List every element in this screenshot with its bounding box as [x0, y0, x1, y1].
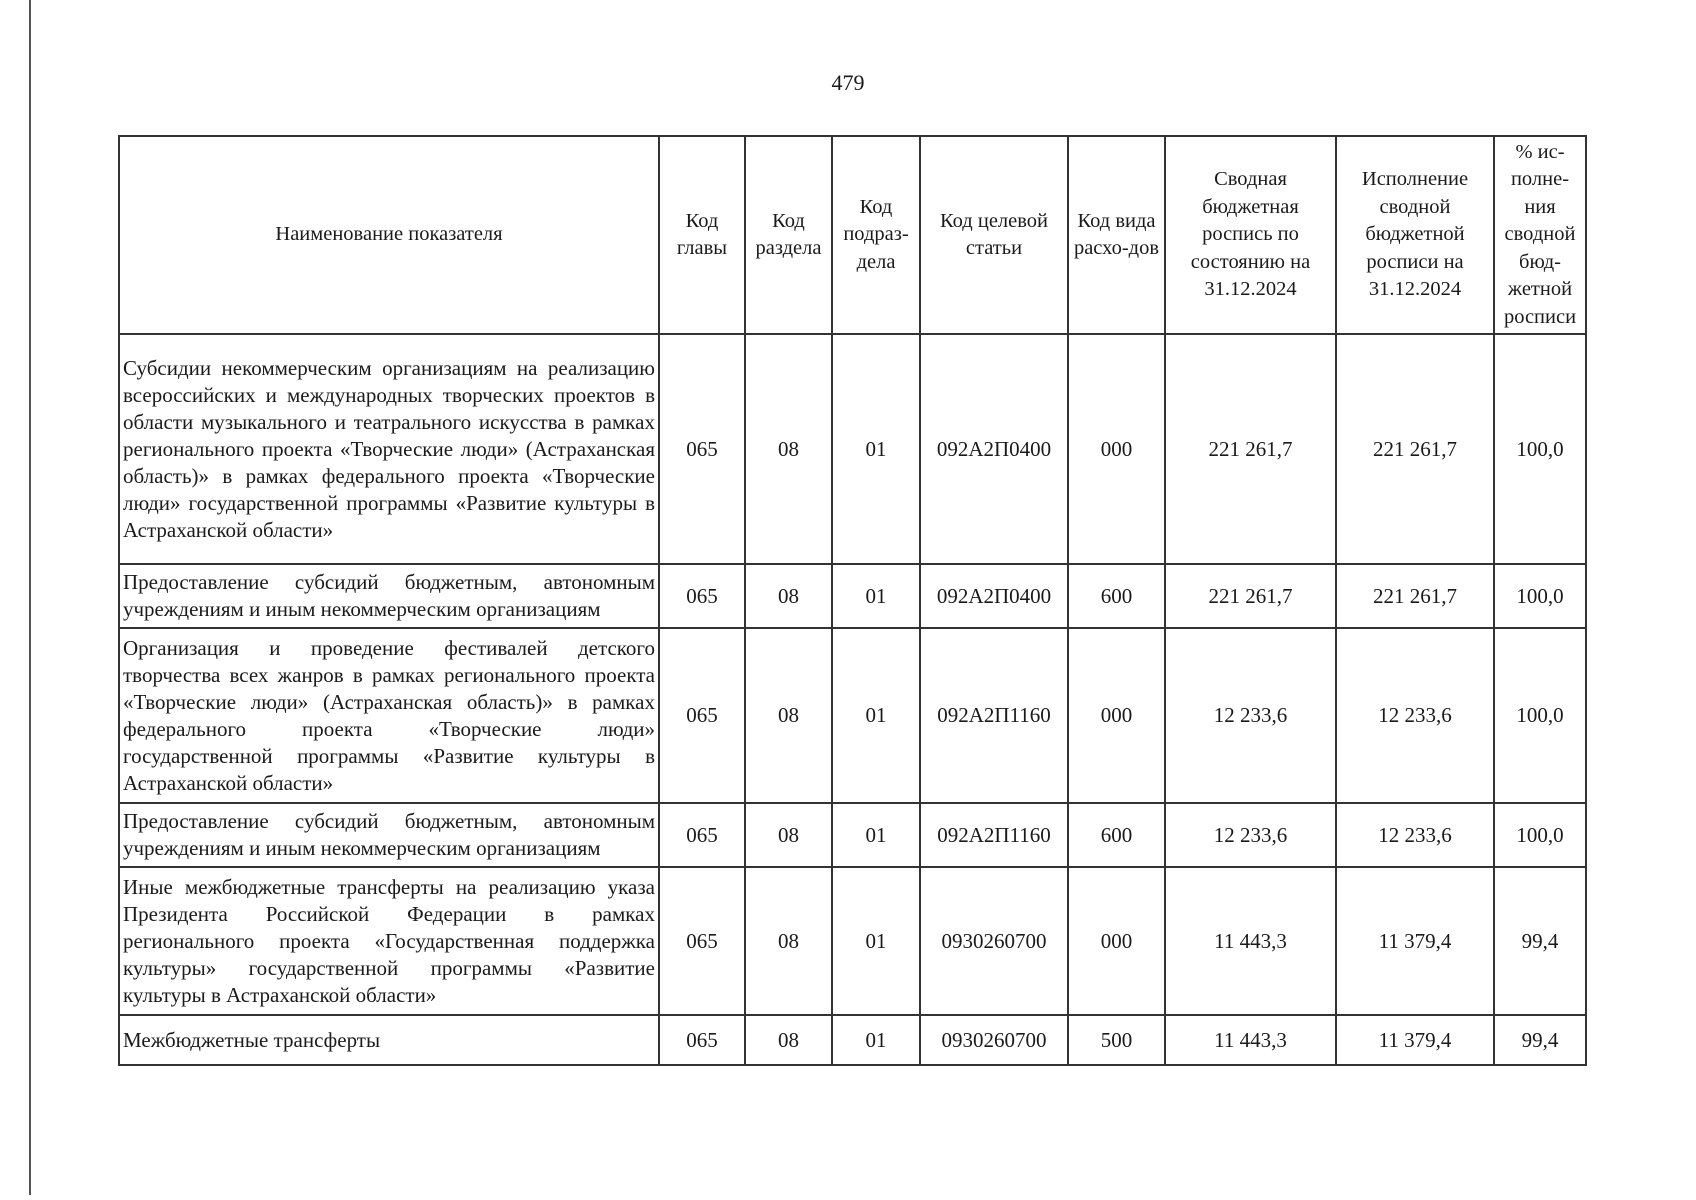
row-target-code: 092A2П0400 [920, 334, 1068, 564]
row-section-code: 08 [745, 628, 832, 803]
row-expense-type-code: 000 [1068, 334, 1165, 564]
table-row [119, 334, 1586, 564]
table-row [119, 564, 1586, 628]
header-target-code: Код целевой статьи [920, 136, 1068, 334]
row-expense-type-code: 500 [1068, 1015, 1165, 1065]
row-percent: 99,4 [1494, 867, 1586, 1015]
row-target-code: 092A2П1160 [920, 803, 1068, 867]
row-execution: 221 261,7 [1336, 564, 1494, 628]
row-subsection-code: 01 [832, 334, 920, 564]
row-name: Межбюджетные трансферты [119, 1015, 659, 1065]
row-section-code: 08 [745, 1015, 832, 1065]
row-budget: 12 233,6 [1165, 803, 1336, 867]
row-name: Организация и проведение фестивалей детского творчества всех жанров в рамках регионального проекта «Творческие люди» (Астраханская область)» в рамках федерального проекта «Творческие люди» государственной программы «Развитие культуры в Астраханской области» [119, 628, 659, 803]
header-execution: Исполнение сводной бюджетной росписи на 31.12.2024 [1336, 136, 1494, 334]
row-expense-type-code: 600 [1068, 803, 1165, 867]
row-target-code: 0930260700 [920, 1015, 1068, 1065]
table-row [119, 628, 1586, 803]
row-expense-type-code: 000 [1068, 867, 1165, 1015]
table-row [119, 803, 1586, 867]
row-chapter-code: 065 [659, 628, 745, 803]
row-subsection-code: 01 [832, 867, 920, 1015]
row-section-code: 08 [745, 564, 832, 628]
row-budget: 11 443,3 [1165, 1015, 1336, 1065]
row-name: Иные межбюджетные трансферты на реализацию указа Президента Российской Федерации в рамках регионального проекта «Государственная поддержка культуры» государственной программы «Развитие культуры в Астраханской области» [119, 867, 659, 1015]
header-percent: % ис-полне-ния сводной бюд-жетной росписи [1494, 136, 1586, 334]
row-subsection-code: 01 [832, 1015, 920, 1065]
row-name: Предоставление субсидий бюджетным, автономным учреждениям и иным некоммерческим организациям [119, 803, 659, 867]
row-budget: 12 233,6 [1165, 628, 1336, 803]
row-target-code: 0930260700 [920, 867, 1068, 1015]
header-section-code: Код раздела [745, 136, 832, 334]
row-percent: 100,0 [1494, 564, 1586, 628]
row-chapter-code: 065 [659, 867, 745, 1015]
row-execution: 221 261,7 [1336, 334, 1494, 564]
table-row [119, 867, 1586, 1015]
row-name: Предоставление субсидий бюджетным, автономным учреждениям и иным некоммерческим организациям [119, 564, 659, 628]
row-percent: 100,0 [1494, 628, 1586, 803]
row-execution: 12 233,6 [1336, 628, 1494, 803]
row-expense-type-code: 000 [1068, 628, 1165, 803]
row-budget: 221 261,7 [1165, 564, 1336, 628]
row-chapter-code: 065 [659, 803, 745, 867]
row-section-code: 08 [745, 803, 832, 867]
row-target-code: 092A2П1160 [920, 628, 1068, 803]
row-budget: 221 261,7 [1165, 334, 1336, 564]
row-expense-type-code: 600 [1068, 564, 1165, 628]
header-expense-type-code: Код вида расхо-дов [1068, 136, 1165, 334]
row-percent: 100,0 [1494, 334, 1586, 564]
row-chapter-code: 065 [659, 1015, 745, 1065]
header-name: Наименование показателя [119, 136, 659, 334]
row-subsection-code: 01 [832, 803, 920, 867]
row-section-code: 08 [745, 867, 832, 1015]
row-name: Субсидии некоммерческим организациям на реализацию всероссийских и международных творческих проектов в области музыкального и театрального искусства в рамках регионального проекта «Творческие люди» (Астраханская область)» в рамках федерального проекта «Творческие люди» государственной программы «Развитие культуры в Астраханской области» [119, 334, 659, 564]
row-execution: 11 379,4 [1336, 1015, 1494, 1065]
row-subsection-code: 01 [832, 628, 920, 803]
budget-execution-table [118, 135, 1587, 1066]
row-execution: 11 379,4 [1336, 867, 1494, 1015]
row-percent: 100,0 [1494, 803, 1586, 867]
header-chapter-code: Код главы [659, 136, 745, 334]
row-subsection-code: 01 [832, 564, 920, 628]
row-execution: 12 233,6 [1336, 803, 1494, 867]
row-budget: 11 443,3 [1165, 867, 1336, 1015]
row-chapter-code: 065 [659, 334, 745, 564]
page-number: 479 [831, 70, 865, 95]
row-chapter-code: 065 [659, 564, 745, 628]
row-section-code: 08 [745, 334, 832, 564]
left-margin-rule [29, 0, 31, 1195]
table-row [119, 1015, 1586, 1065]
header-subsection-code: Код подраз-дела [832, 136, 920, 334]
row-target-code: 092A2П0400 [920, 564, 1068, 628]
row-percent: 99,4 [1494, 1015, 1586, 1065]
table-header-row [119, 136, 1586, 334]
header-budget: Сводная бюджетная роспись по состоянию на 31.12.2024 [1165, 136, 1336, 334]
